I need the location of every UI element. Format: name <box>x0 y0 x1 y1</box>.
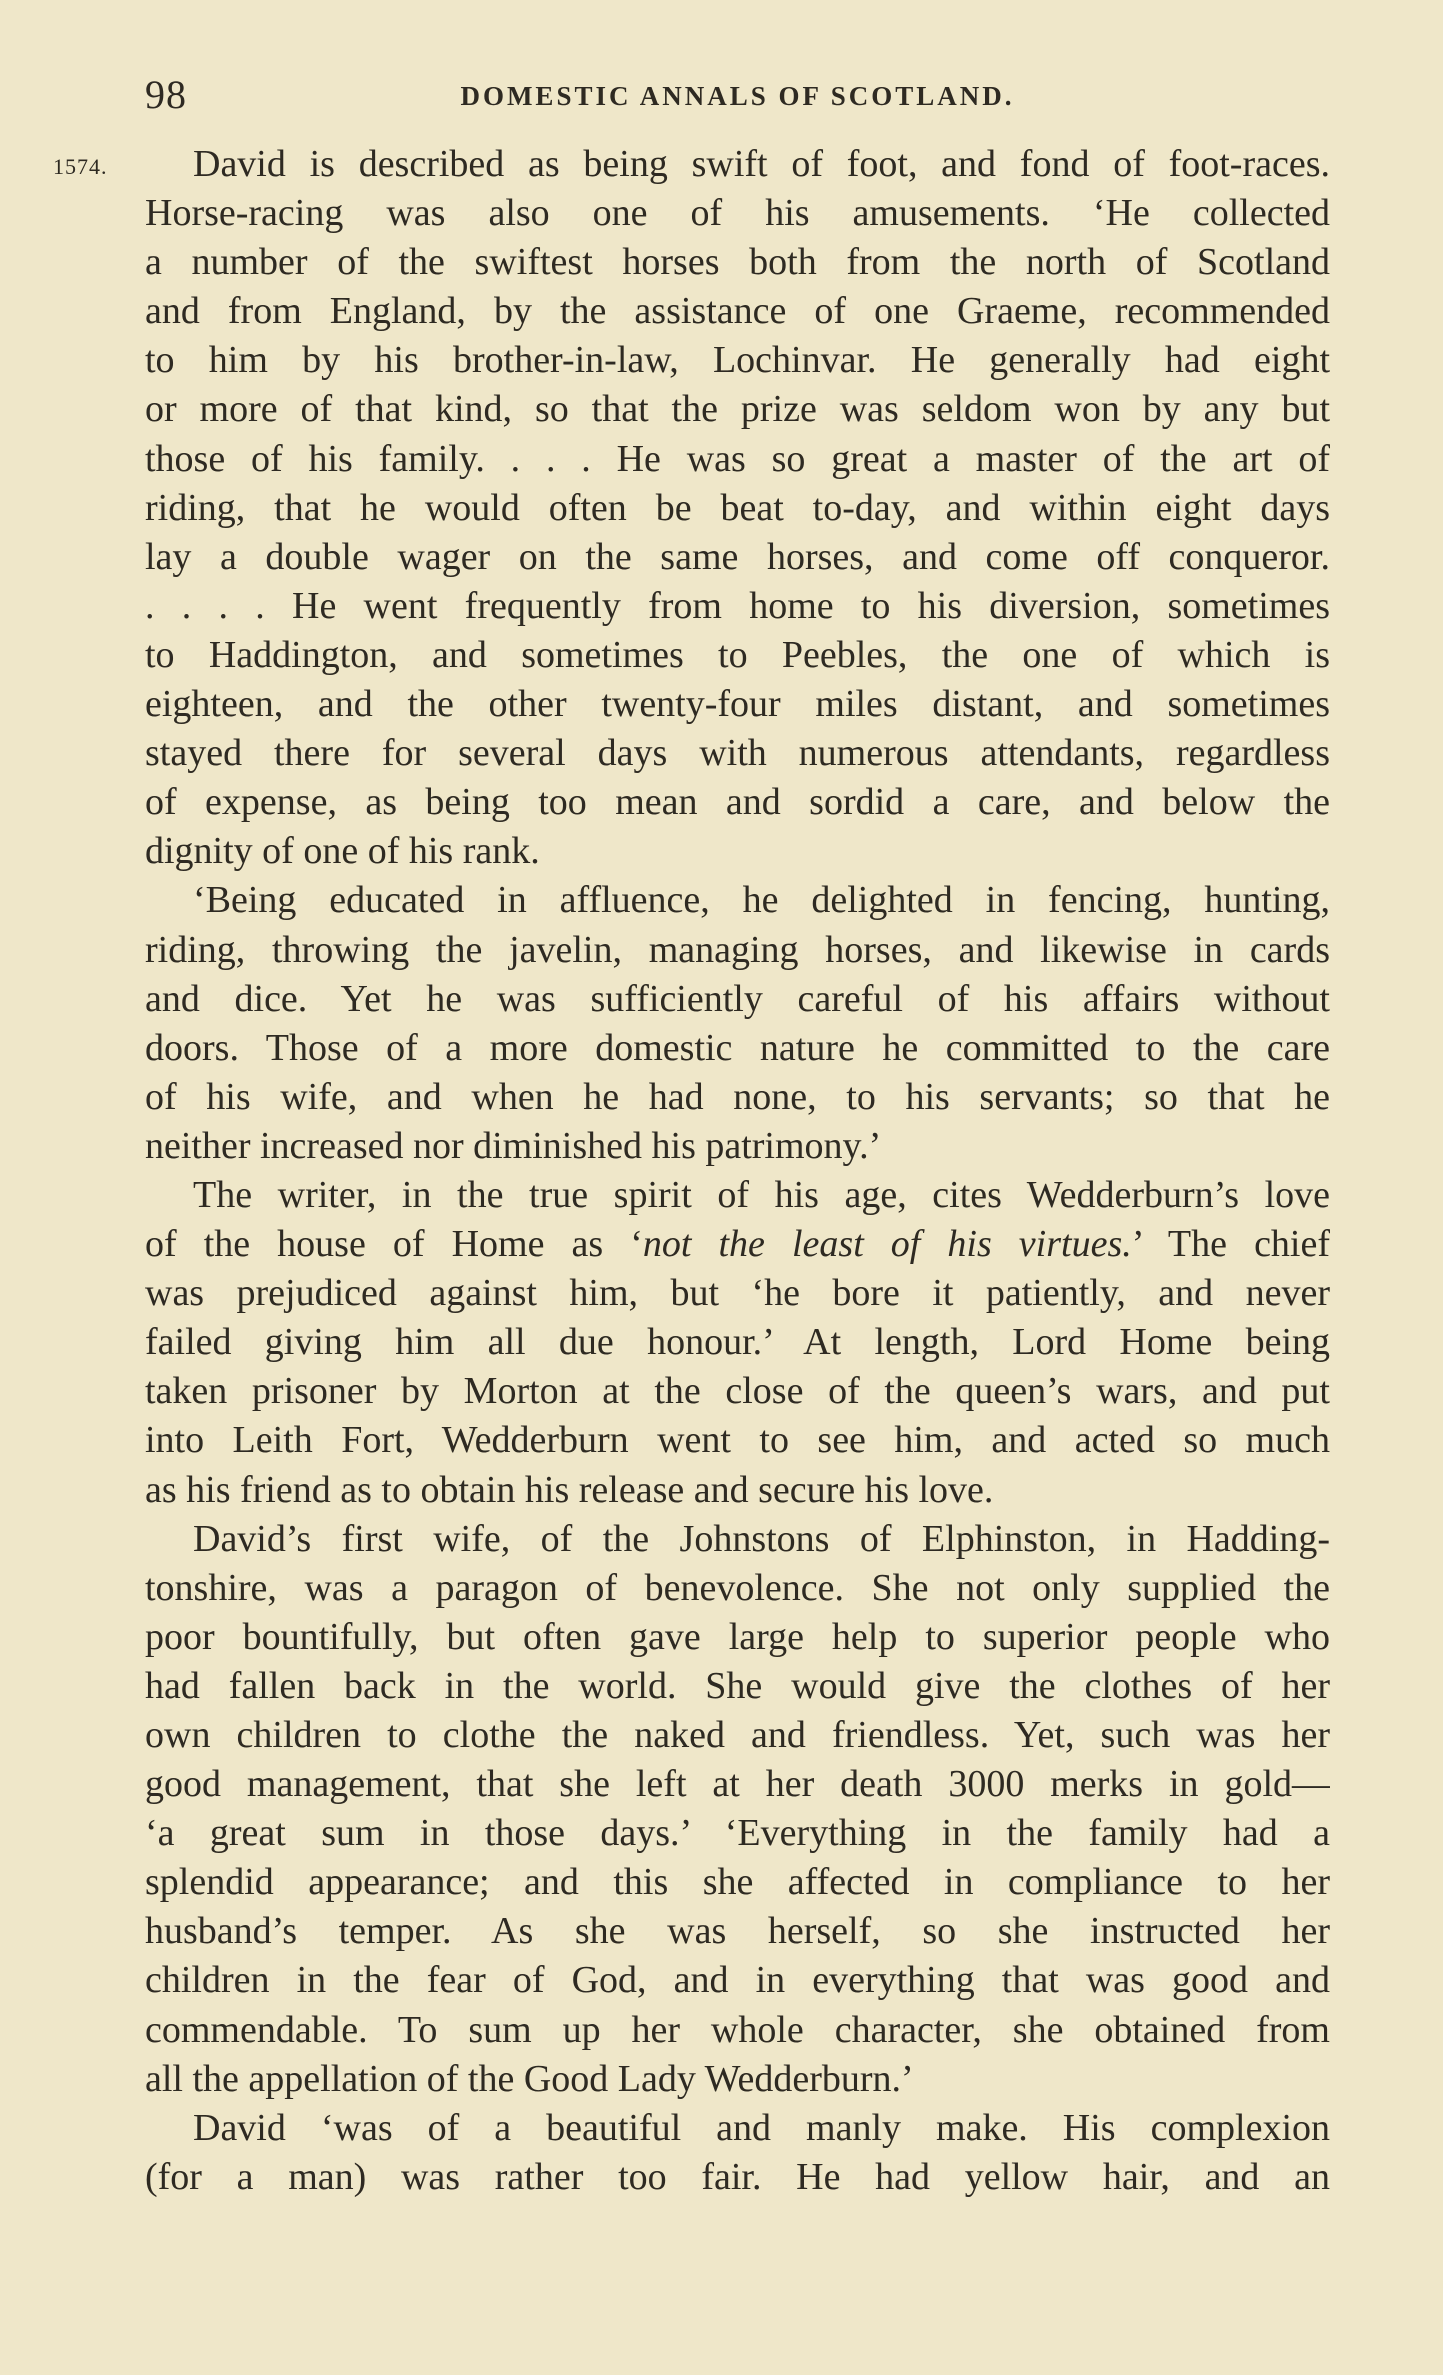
text-line: . . . . He went frequently from home to his diversion, sometimes <box>145 584 1330 627</box>
text-line: to him by his brother-in-law, Lochinvar. He generally had eight <box>145 339 1330 382</box>
text-line: ‘a great sum in those days.’ ‘Everything in the family had a <box>145 1812 1330 1855</box>
text-line: husband’s temper. As she was herself, so she instructed her <box>145 1910 1330 1953</box>
running-title: DOMESTIC ANNALS OF SCOTLAND. <box>460 81 1015 111</box>
text-line: Horse-racing was also one of his amusements. ‘He collected <box>145 192 1330 235</box>
text-line: as his friend as to obtain his release and secure his love. <box>145 1468 994 1511</box>
text-line: riding, throwing the javelin, managing horses, and likewise in cards <box>145 928 1330 971</box>
text-line: neither increased nor diminished his patrimony.’ <box>145 1124 882 1167</box>
text-line: The writer, in the true spirit of his age, cites Wedderburn’s love <box>193 1173 1330 1216</box>
text-line: own children to clothe the naked and friendless. Yet, such was her <box>145 1714 1330 1756</box>
text-line: David ‘was of a beautiful and manly make. His complexion <box>193 2106 1330 2149</box>
text-line: a number of the swiftest horses both from the north of Scotland <box>145 241 1330 284</box>
text-line: and dice. Yet he was sufficiently careful of his affairs without <box>145 977 1330 1020</box>
text-line: stayed there for several days with numerous attendants, regardless <box>145 732 1330 775</box>
text-line: good management, that she left at her death 3000 merks in gold— <box>145 1763 1330 1806</box>
text-line: all the appellation of the Good Lady Wedderburn.’ <box>145 2057 914 2100</box>
italic-quote: not the least of his virtues. <box>642 1223 1132 1266</box>
text-line: was prejudiced against him, but ‘he bore it patiently, and never <box>145 1272 1330 1315</box>
text-line: commendable. To sum up her whole character, she obtained from <box>145 2008 1330 2051</box>
text-line: failed giving him all due honour.’ At length, Lord Home being <box>145 1321 1330 1364</box>
text-line: lay a double wager on the same horses, and come off conqueror. <box>145 535 1330 578</box>
text-line: children in the fear of God, and in everything that was good and <box>145 1959 1330 2002</box>
body-text <box>145 140 1330 2202</box>
text-line: dignity of one of his rank. <box>145 830 540 873</box>
page-number: 98 <box>145 72 187 117</box>
text-line: to Haddington, and sometimes to Peebles, the one of which is <box>145 633 1330 676</box>
text-line: tonshire, was a paragon of benevolence. She not only supplied the <box>145 1566 1330 1609</box>
text-line: or more of that kind, so that the prize was seldom won by any but <box>145 388 1330 431</box>
text-line: of expense, as being too mean and sordid a care, and below the <box>145 781 1330 824</box>
text-line: eighteen, and the other twenty-four miles distant, and sometimes <box>145 683 1330 726</box>
text-line: and from England, by the assistance of one Graeme, recommended <box>145 290 1330 333</box>
text-line: had fallen back in the world. She would give the clothes of her <box>145 1664 1330 1707</box>
text-line: riding, that he would often be beat to-day, and within eight days <box>145 486 1330 529</box>
year-side-note: 1574. <box>53 154 108 179</box>
text-line: into Leith Fort, Wedderburn went to see him, and acted so much <box>145 1419 1330 1462</box>
text-line: doors. Those of a more domestic nature he committed to the care <box>145 1026 1330 1069</box>
text-line: ‘Being educated in affluence, he delighted in fencing, hunting, <box>193 879 1330 922</box>
text-line: of the house of Home as ‘not the least of his virtues.’ The chief <box>145 1223 1330 1266</box>
text-line: David’s first wife, of the Johnstons of Elphinston, in Hadding- <box>193 1517 1330 1560</box>
text-line: poor bountifully, but often gave large help to superior people who <box>145 1615 1330 1658</box>
text-line: of his wife, and when he had none, to his servants; so that he <box>145 1075 1330 1118</box>
text-line: those of his family. . . . He was so great a master of the art of <box>145 437 1330 480</box>
text-line: splendid appearance; and this she affected in compliance to her <box>145 1861 1330 1904</box>
text-line: David is described as being swift of foot, and fond of foot-races. <box>193 143 1330 185</box>
text-line: taken prisoner by Morton at the close of the queen’s wars, and put <box>145 1370 1330 1413</box>
text-line: (for a man) was rather too fair. He had yellow hair, and an <box>145 2155 1330 2198</box>
page-header <box>145 70 1330 120</box>
